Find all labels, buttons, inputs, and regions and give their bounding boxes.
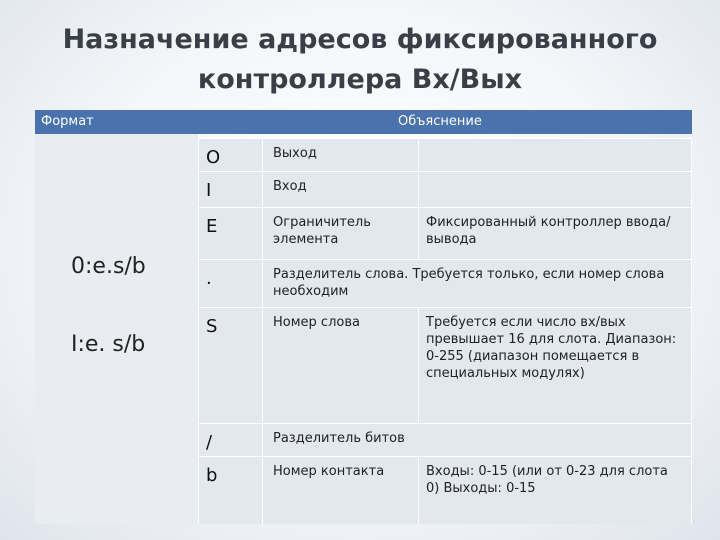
row-6-detail: Входы: 0-15 (или от 0-23 для слота 0) Выходы: 0-15 — [419, 456, 692, 524]
row-1-detail — [419, 171, 692, 207]
row-1-symbol: I — [199, 171, 263, 207]
row-0-description: Выход — [263, 138, 419, 171]
row-3-symbol: . — [199, 259, 263, 307]
row-2-symbol: E — [199, 207, 263, 259]
slide-title-line-2: контроллера Вх/Вых — [197, 64, 523, 95]
row-2-detail: Фиксированный контроллер ввода/вывода — [419, 207, 692, 259]
row-5-description: Разделитель битов — [263, 423, 692, 456]
row-5-symbol: / — [199, 423, 263, 456]
slide-title-line-1: Назначение адресов фиксированного — [62, 24, 658, 55]
format-cell — [35, 134, 199, 524]
row-6-symbol: b — [199, 456, 263, 524]
format-example-output: 0:e.s/b — [71, 254, 146, 279]
row-4-detail: Требуется если число вх/вых превышает 16 для слота. Диапазон: 0-255 (диапазон помещается в специальных модулях) — [419, 307, 692, 423]
header-explanation: Объяснение — [398, 114, 482, 129]
address-format-table — [35, 110, 692, 524]
row-6-description: Номер контакта — [263, 456, 419, 524]
slide-title — [0, 20, 720, 100]
row-0-detail — [419, 138, 692, 171]
row-3-description: Разделитель слова. Требуется только, если номер слова необходим — [263, 259, 692, 307]
row-1-description: Вход — [263, 171, 419, 207]
row-4-symbol: S — [199, 307, 263, 423]
table-header — [35, 110, 692, 134]
row-4-description: Номер слова — [263, 307, 419, 423]
row-2-description: Ограничитель элемента — [263, 207, 419, 259]
row-0-symbol: O — [199, 138, 263, 171]
format-example-input: I:e. s/b — [71, 332, 146, 357]
header-format: Формат — [41, 114, 94, 129]
